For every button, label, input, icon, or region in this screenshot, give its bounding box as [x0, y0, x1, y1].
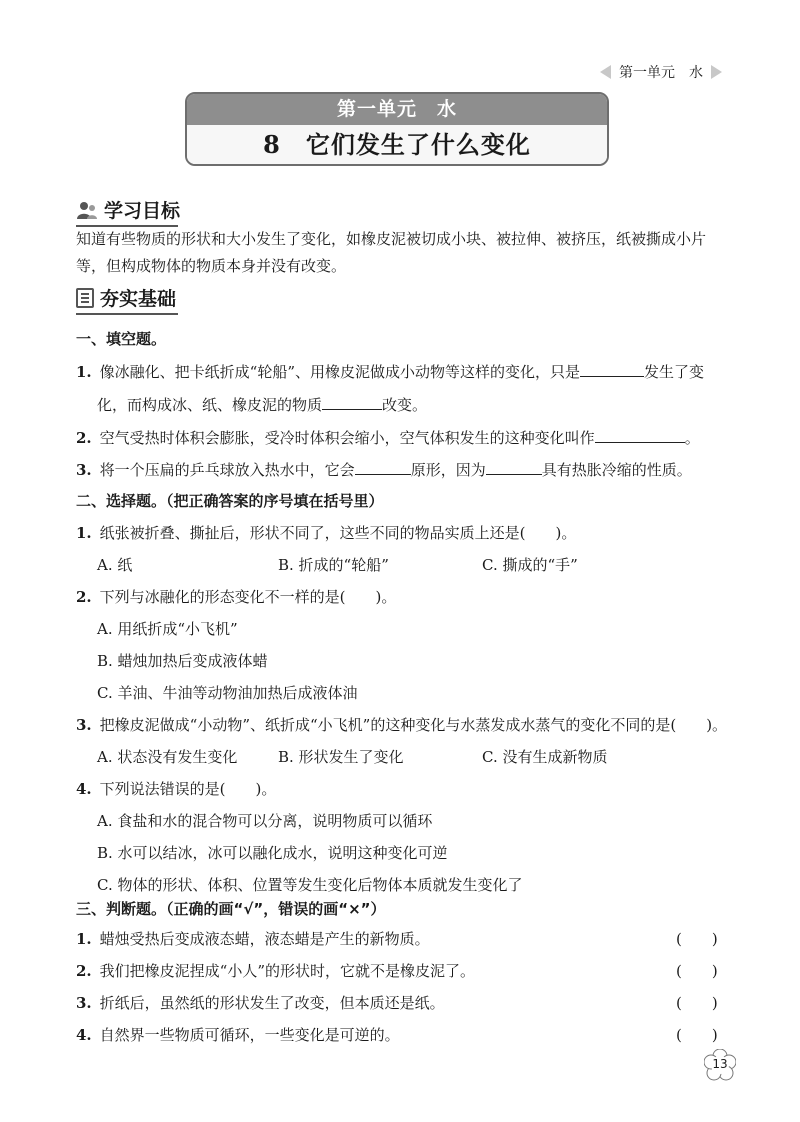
choice-q1-option-c[interactable]: C. 撕成的“手” — [482, 556, 578, 574]
heading-underline — [76, 313, 178, 315]
fill-section-title: 一、填空题。 — [76, 330, 167, 348]
fill-q1-line1: 1. 像冰融化、把卡纸折成“轮船”、用橡皮泥做成小动物等这样的变化，只是 发生了变 — [76, 360, 704, 382]
judge-q2: 2. 我们把橡皮泥捏成“小人”的形状时，它就不是橡皮泥了。 — [76, 962, 476, 980]
choice-section-title: 二、选择题。（把正确答案的序号填在括号里） — [76, 492, 384, 510]
answer-parentheses[interactable]: ( ) — [676, 994, 718, 1012]
answer-blank[interactable] — [580, 360, 644, 377]
answer-blank[interactable] — [486, 458, 542, 475]
choice-q1-option-b[interactable]: B. 折成的“轮船” — [278, 556, 389, 574]
triangle-left-icon — [600, 65, 611, 79]
judge-q4: 4. 自然界一些物质可循环，一些变化是可逆的。 — [76, 1026, 400, 1044]
choice-q2: 2. 下列与冰融化的形态变化不一样的是( )。 — [76, 588, 397, 606]
judge-section-title: 三、判断题。（正确的画“√”，错误的画“×”） — [76, 900, 386, 918]
choice-q4-option-c[interactable]: C. 物体的形状、体积、位置等发生变化后物体本质就发生变化了 — [97, 876, 523, 894]
page-number: 13 — [712, 1057, 728, 1071]
choice-q3-option-c[interactable]: C. 没有生成新物质 — [482, 748, 608, 766]
fill-q3: 3. 将一个压扁的乒乓球放入热水中，它会 原形，因为 具有热胀冷缩的性质。 — [76, 458, 692, 480]
choice-q2-option-b[interactable]: B. 蜡烛加热后变成液体蜡 — [97, 652, 268, 670]
judge-q1: 1. 蜡烛受热后变成液态蜡，液态蜡是产生的新物质。 — [76, 930, 430, 948]
choice-q2-option-a[interactable]: A. 用纸折成“小飞机” — [97, 620, 238, 638]
choice-q1-option-a[interactable]: A. 纸 — [97, 556, 133, 574]
answer-parentheses[interactable]: ( ) — [676, 930, 718, 948]
basics-label: 夯实基础 — [100, 288, 177, 310]
users-icon — [76, 200, 98, 220]
lesson-title: 8 它们发生了什么变化 — [187, 125, 607, 164]
fill-q2: 2. 空气受热时体积会膨胀，受冷时体积会缩小，空气体积发生的这种变化叫作 。 — [76, 426, 700, 448]
objectives-label: 学习目标 — [104, 200, 181, 222]
choice-q2-option-c[interactable]: C. 羊油、牛油等动物油加热后成液体油 — [97, 684, 358, 702]
choice-q1: 1. 纸张被折叠、撕扯后，形状不同了，这些不同的物品实质上还是( )。 — [76, 524, 577, 542]
basics-heading — [76, 284, 176, 311]
choice-q3-option-a[interactable]: A. 状态没有发生变化 — [97, 748, 238, 766]
fill-q1-line2: 化，而构成冰、纸、橡皮泥的物质 改变。 — [97, 393, 427, 415]
running-header — [600, 62, 722, 82]
choice-q3: 3. 把橡皮泥做成“小动物”、纸折成“小飞机”的这种变化与水蒸发成水蒸气的变化不同的是( )。 — [76, 716, 728, 734]
running-title: 第一单元 水 — [619, 65, 703, 81]
objectives-heading — [76, 196, 180, 223]
choice-q4: 4. 下列说法错误的是( )。 — [76, 780, 277, 798]
triangle-right-icon — [711, 65, 722, 79]
answer-blank[interactable] — [322, 393, 382, 410]
answer-blank[interactable] — [595, 426, 685, 443]
choice-q4-option-b[interactable]: B. 水可以结冰，冰可以融化成水，说明这种变化可逆 — [97, 844, 448, 862]
judge-q3: 3. 折纸后，虽然纸的形状发生了改变，但本质还是纸。 — [76, 994, 445, 1012]
lesson-title-box — [185, 92, 609, 166]
answer-parentheses[interactable]: ( ) — [676, 1026, 718, 1044]
objectives-text: 知道有些物质的形状和大小发生了变化，如橡皮泥被切成小块、被拉伸、被挤压，纸被撕成小片等，但构成物体的物质本身并没有改变。 — [76, 230, 707, 275]
unit-title: 第一单元 水 — [187, 94, 607, 125]
choice-q3-option-b[interactable]: B. 形状发生了变化 — [278, 748, 404, 766]
page-number-badge — [704, 1049, 736, 1081]
choice-q4-option-a[interactable]: A. 食盐和水的混合物可以分离，说明物质可以循环 — [97, 812, 433, 830]
answer-blank[interactable] — [355, 458, 411, 475]
book-icon — [76, 288, 94, 308]
answer-parentheses[interactable]: ( ) — [676, 962, 718, 980]
